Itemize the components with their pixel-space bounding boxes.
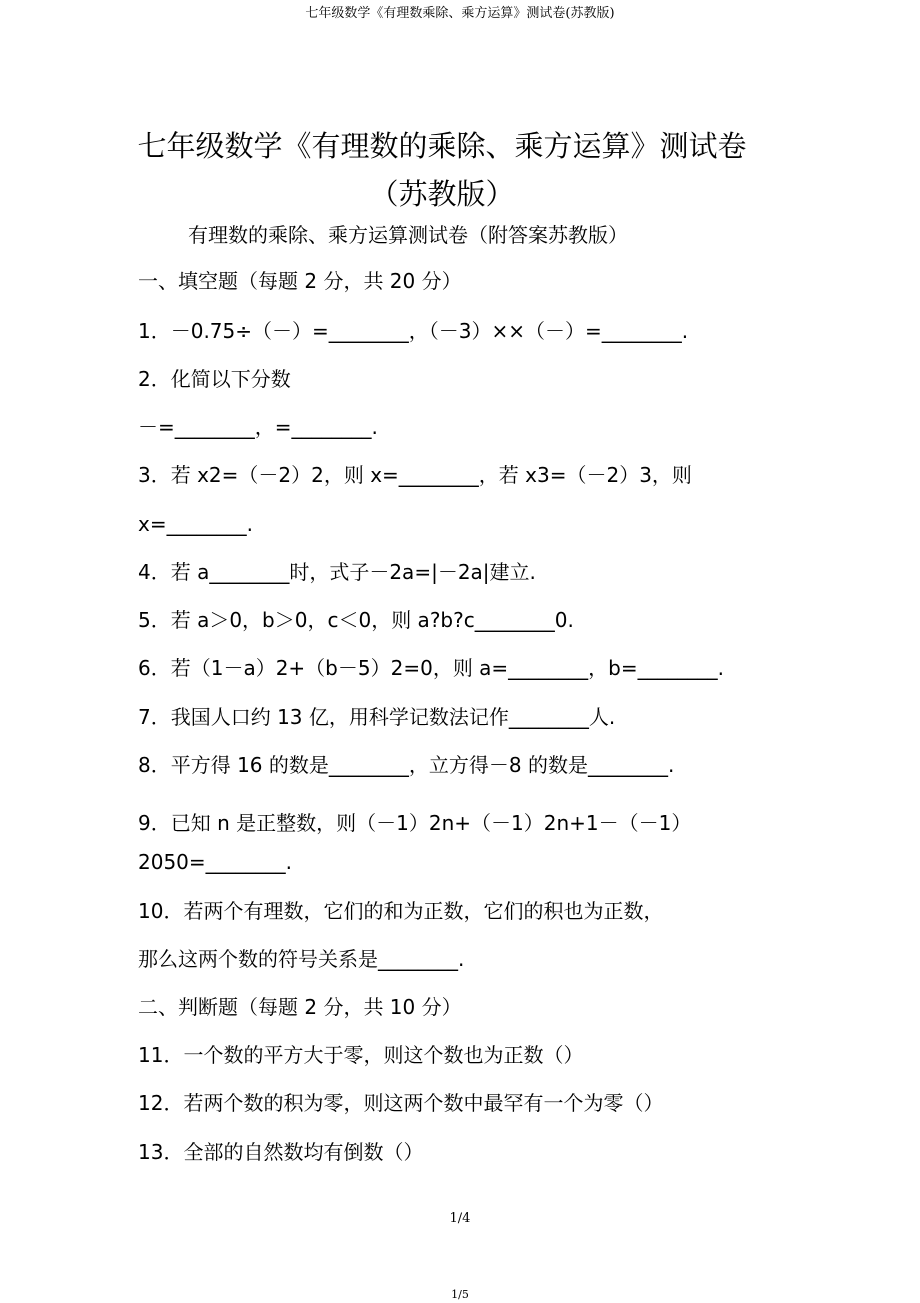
- document-title-edition: （苏教版）: [369, 177, 515, 211]
- question-5: 5．若 a＞0，b＞0，c＜0，则 a?b?c________0.: [138, 608, 574, 632]
- question-2: 2．化简以下分数: [138, 367, 291, 391]
- page-number: 1/4: [449, 1211, 471, 1226]
- question-10: 10．若两个有理数，它们的和为正数，它们的积也为正数，: [138, 899, 664, 923]
- question-9-continued: 2050=________.: [138, 850, 293, 874]
- footer-page-number: 1/5: [451, 1288, 469, 1301]
- question-11: 11．一个数的平方大于零，则这个数也为正数（）: [138, 1043, 584, 1067]
- question-2-answer-line: －=________，=________.: [138, 415, 378, 439]
- document-subtitle: 有理数的乘除、乘方运算测试卷（附答案苏教版）: [188, 223, 628, 247]
- question-13: 13．全部的自然数均有倒数（）: [138, 1140, 424, 1164]
- question-3-continued: x=________.: [138, 512, 253, 536]
- question-3: 3．若 x2=（－2）2，则 x=________，若 x3=（－2）3，则: [138, 463, 692, 487]
- section-heading-fill-blank: 一、填空题（每题 2 分，共 20 分）: [138, 269, 462, 293]
- question-1: 1．－0.75÷（－）=________，（－3）××（－）=________.: [138, 319, 689, 343]
- question-10-continued: 那么这两个数的符号关系是________.: [138, 947, 465, 971]
- document-title: 七年级数学《有理数的乘除、乘方运算》测试卷: [137, 129, 747, 163]
- running-header: 七年级数学《有理数乘除、乘方运算》测试卷(苏教版): [305, 6, 615, 21]
- question-6: 6．若（1－a）2+（b－5）2=0，则 a=________，b=________.: [138, 656, 724, 680]
- question-4: 4．若 a________时，式子－2a=|－2a|建立.: [138, 560, 536, 584]
- question-12: 12．若两个数的积为零，则这两个数中最罕有一个为零（）: [138, 1091, 664, 1115]
- question-8: 8．平方得 16 的数是________，立方得－8 的数是________.: [138, 753, 675, 777]
- question-9: 9．已知 n 是正整数，则（－1）2n+（－1）2n+1－（－1）: [138, 811, 692, 835]
- question-7: 7．我国人口约 13 亿，用科学记数法记作________人.: [138, 705, 616, 729]
- section-heading-true-false: 二、判断题（每题 2 分，共 10 分）: [138, 995, 462, 1019]
